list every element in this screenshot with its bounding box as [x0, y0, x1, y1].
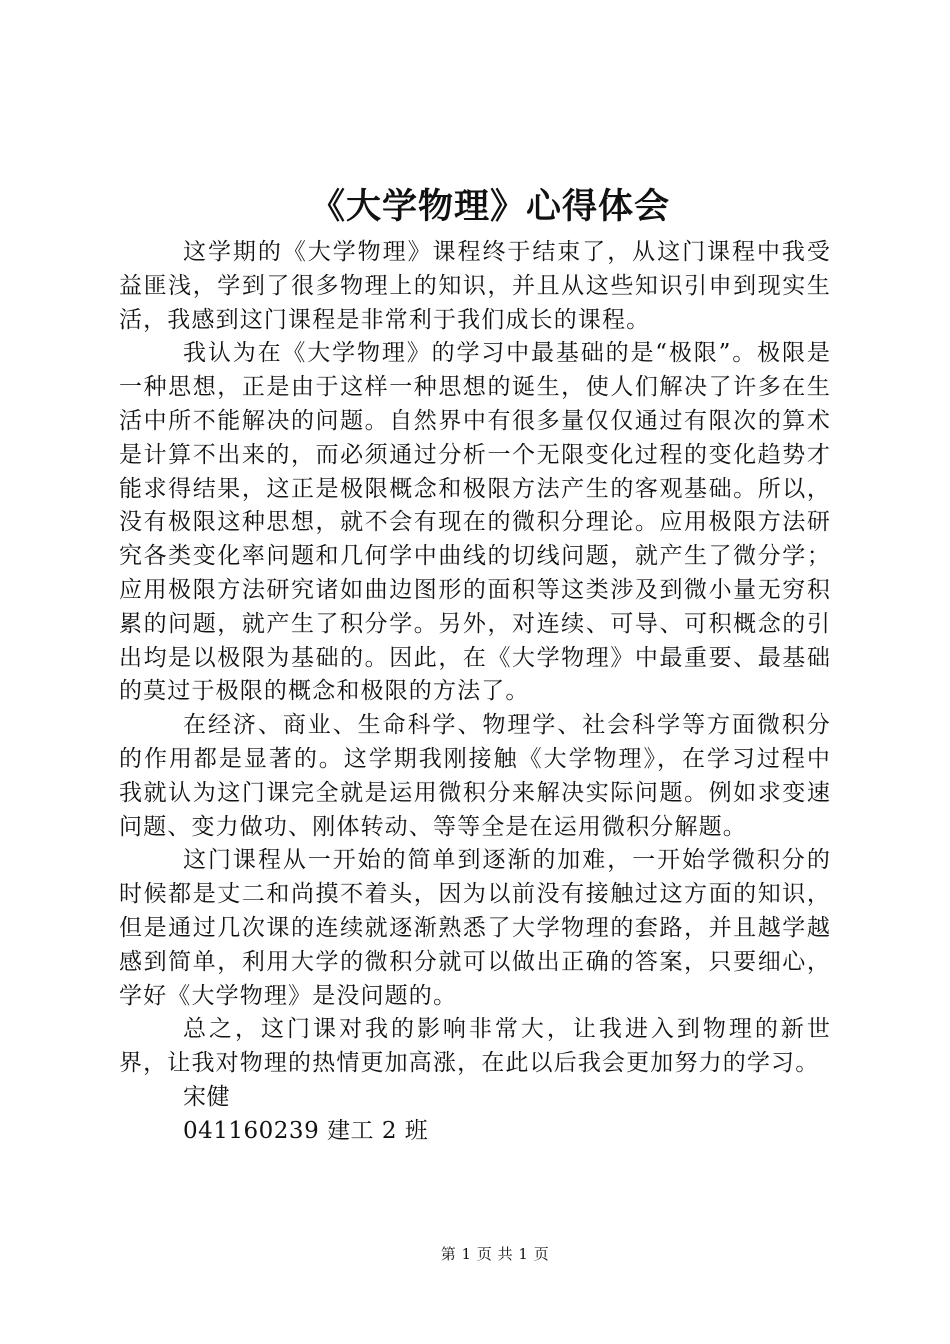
- signature-id-class: 041160239 建工 2 班: [183, 1117, 429, 1144]
- paragraph-calculus-applications: 在经济、商业、生命科学、物理学、社会科学等方面微积分的作用都是显著的。这学期我刚接触《大学物理》，在学习过程中我就认为这门课完全就是运用微积分来解决实际问题。例如求变速问题、变力做功、刚体转动、等等全是在运用微积分解题。: [119, 712, 831, 840]
- paragraph-intro: 这学期的《大学物理》课程终于结束了，从这门课程中我受益匪浅，学到了很多物理上的知识，并且从这些知识引申到现实生活，我感到这门课程是非常利于我们成长的课程。: [119, 239, 831, 333]
- document-title: 《大学物理》心得体会: [309, 186, 670, 227]
- document-body: [119, 236, 831, 1149]
- paragraph-limits: 我认为在《大学物理》的学习中最基础的是“极限”。极限是一种思想，正是由于这样一种思想的诞生，使人们解决了许多在生活中所不能解决的问题。自然界中有很多量仅仅通过有限次的算术是计算不出来的，而必须通过分析一个无限变化过程的变化趋势才能求得结果，这正是极限概念和极限方法产生的客观基础。所以，没有极限这种思想，就不会有现在的微积分理论。应用极限方法研究各类变化率问题和几何学中曲线的切线问题，就产生了微分学；应用极限方法研究诸如曲边图形的面积等这类涉及到微小量无穷积累的问题，就产生了积分学。另外，对连续、可导、可积概念的引出均是以极限为基础的。因此，在《大学物理》中最重要、最基础的莫过于极限的概念和极限的方法了。: [119, 340, 831, 705]
- paragraph-learning-experience: 这门课程从一开始的简单到逐渐的加难，一开始学微积分的时候都是丈二和尚摸不着头，因为以前没有接触过这方面的知识，但是通过几次课的连续就逐渐熟悉了大学物理的套路，并且越学越感到简单，利用大学的微积分就可以做出正确的答案，只要细心，学好《大学物理》是没问题的。: [119, 847, 831, 1009]
- signature-name: 宋健: [183, 1083, 230, 1110]
- paragraph-conclusion: 总之，这门课对我的影响非常大，让我进入到物理的新世界，让我对物理的热情更加高涨，在此以后我会更加努力的学习。: [119, 1016, 831, 1077]
- page-footer: 第 1 页 共 1 页: [440, 1245, 550, 1263]
